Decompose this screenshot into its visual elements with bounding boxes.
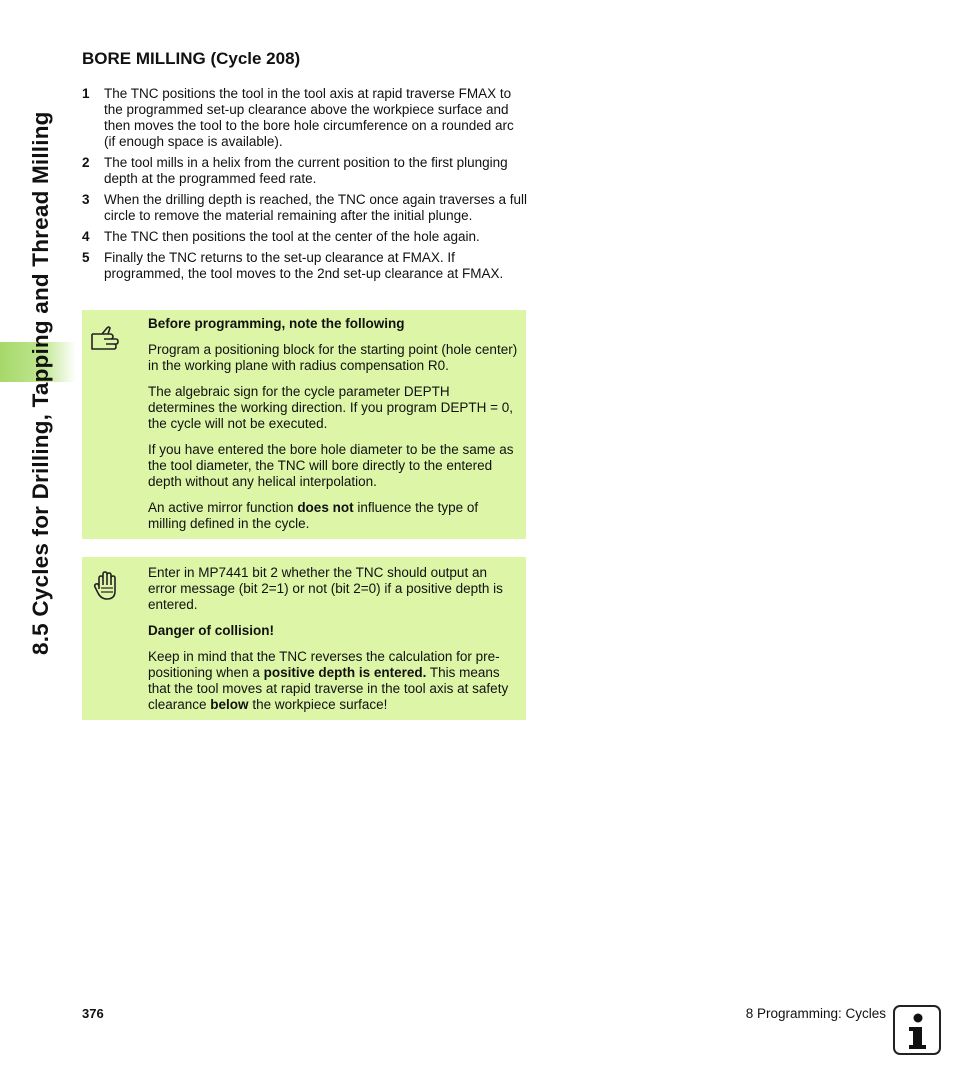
note-content: [148, 316, 518, 542]
raised-hand-warning-icon: [90, 567, 126, 603]
step-text: The TNC positions the tool in the tool axis at rapid traverse FMAX to the programmed set-up clearance above the workpiece surface and then moves the tool to the bore hole circumference on a rounded arc (if enough space is available).: [104, 86, 514, 149]
warning-content: [148, 565, 518, 723]
step-3: [82, 192, 528, 224]
note-heading: Before programming, note the following: [148, 316, 405, 331]
step-number: 2: [82, 155, 90, 170]
section-title: BORE MILLING (Cycle 208): [82, 49, 301, 68]
procedure-steps: [82, 86, 528, 287]
chapter-label: 8 Programming: Cycles: [745, 1006, 886, 1021]
step-4: [82, 229, 528, 245]
step-2: [82, 155, 528, 187]
step-number: 4: [82, 229, 90, 244]
step-text: When the drilling depth is reached, the TNC once again traverses a full circle to remove the material remaining after the initial plunge.: [104, 192, 527, 223]
note-paragraph: If you have entered the bore hole diameter to be the same as the tool diameter, the TNC will bore directly to the entered depth without any helical interpolation.: [148, 442, 514, 489]
programming-note-box: [82, 310, 526, 539]
step-text: The TNC then positions the tool at the center of the hole again.: [104, 229, 480, 244]
note-paragraph: The algebraic sign for the cycle parameter DEPTH determines the working direction. If you program DEPTH = 0, the cycle will not be executed.: [148, 384, 514, 431]
note-paragraph: Program a positioning block for the starting point (hole center) in the working plane with radius compensation R0.: [148, 342, 518, 373]
step-1: [82, 86, 528, 150]
note-paragraph: An active mirror function does not influence the type of milling defined in the cycle.: [148, 500, 479, 531]
step-5: [82, 250, 528, 282]
step-number: 5: [82, 250, 90, 265]
step-number: 3: [82, 192, 90, 207]
chapter-side-title: 8.5 Cycles for Drilling, Tapping and Thread Milling: [28, 111, 53, 655]
step-text: The tool mills in a helix from the current position to the first plunging depth at the programmed feed rate.: [104, 155, 508, 186]
step-number: 1: [82, 86, 90, 101]
step-text: Finally the TNC returns to the set-up clearance at FMAX. If programmed, the tool moves to the 2nd set-up clearance at FMAX.: [104, 250, 504, 281]
page-number: 376: [82, 1006, 104, 1021]
pointing-hand-icon: [90, 320, 126, 356]
info-icon: [893, 1005, 941, 1055]
warning-paragraph: Enter in MP7441 bit 2 whether the TNC should output an error message (bit 2=1) or not (bit 2=0) if a positive depth is entered.: [148, 565, 503, 612]
warning-heading: Danger of collision!: [148, 623, 275, 638]
collision-warning-box: [82, 557, 526, 720]
warning-paragraph: Keep in mind that the TNC reverses the calculation for pre-positioning when a positive depth is entered. This means that the tool moves at rapid traverse in the tool axis at safety clearance below the workpiece surface!: [148, 649, 509, 712]
